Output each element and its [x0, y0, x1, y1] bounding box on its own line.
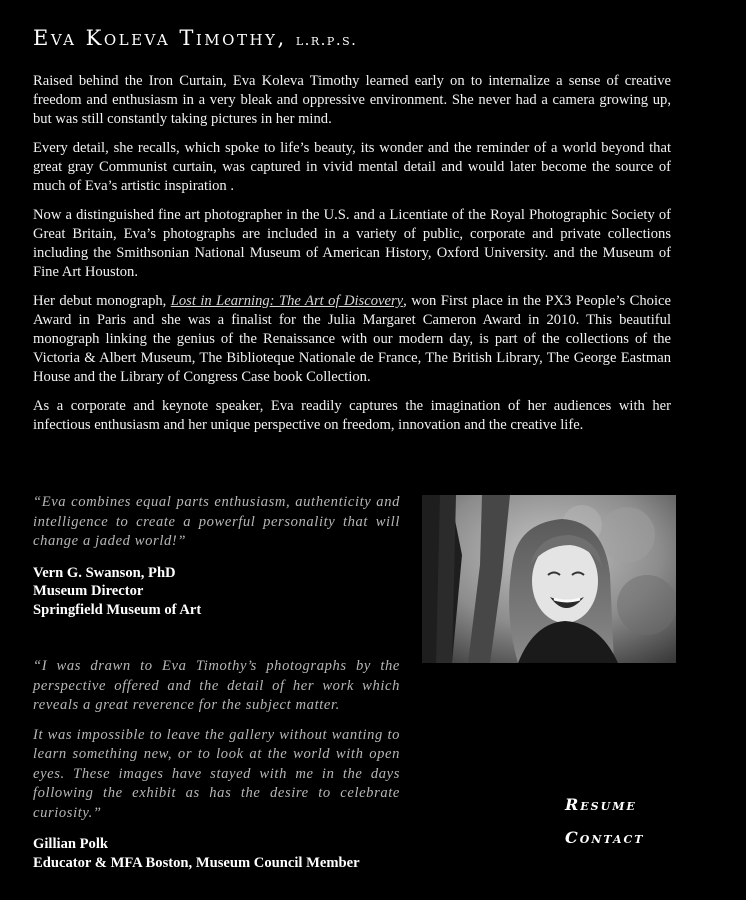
- testimonial-attribution: [33, 835, 400, 872]
- page-title: [33, 26, 357, 50]
- testimonial-quote: “Eva combines equal parts enthusiasm, authenticity and intelligence to create a powerful personality that will change a jaded world!”: [33, 494, 400, 549]
- testimonial-quote: It was impossible to leave the gallery without wanting to learn something new, or to look at the world with open eyes. These images have stayed with me in the days following the exhibit as has the desire to celebrate curiosity.”: [33, 726, 400, 821]
- attribution-line: Museum Director: [33, 583, 144, 599]
- monograph-link[interactable]: Lost in Learning: The Art of Discovery: [170, 293, 404, 309]
- testimonial-attribution: [33, 564, 400, 620]
- nav-resume-link[interactable]: Resume: [565, 795, 637, 814]
- nav-contact-link[interactable]: Contact: [565, 828, 645, 847]
- site-navigation: [565, 795, 644, 861]
- bio-paragraph: [33, 292, 671, 387]
- portrait-photo-illustration: [422, 495, 676, 663]
- bio-text: Her debut monograph,: [33, 293, 171, 309]
- bio-paragraph: As a corporate and keynote speaker, Eva readily captures the imagination of her audiences with her infectious enthusiasm and her unique perspective on freedom, innovation and the creative life.: [33, 398, 671, 433]
- bio-text: , won First place in the PX3 People’s Choice Award in Paris and she was a finalist for the Julia Margaret Cameron Award in 2010. This beautiful monograph linking the genius of the Renaissance with our modern day, is part of the collections of the Victoria & Albert Museum, The Biblioteque Nationale de France, The British Library, The George Eastman House and the Library of Congress Case book Collection.: [33, 293, 671, 385]
- testimonial-quote: “I was drawn to Eva Timothy’s photographs by the perspective offered and the detail of her work which reveals a great reverence for the subject matter.: [33, 658, 400, 713]
- testimonials: [33, 493, 400, 872]
- testimonial: [33, 657, 400, 872]
- attribution-line: Gillian Polk: [33, 836, 109, 852]
- attribution-line: Educator & MFA Boston, Museum Council Member: [33, 854, 360, 871]
- bio-paragraph: Raised behind the Iron Curtain, Eva Koleva Timothy learned early on to internalize a sense of creative freedom and enthusiasm in a very bleak and oppressive environment. She never had a camera growing up, but was still constantly taking pictures in her mind.: [33, 73, 671, 127]
- attribution-line: Springfield Museum of Art: [33, 601, 202, 618]
- artist-name: Eva Koleva Timothy,: [33, 26, 287, 50]
- attribution-line: Vern G. Swanson, PhD: [33, 564, 176, 581]
- bio-paragraph: Now a distinguished fine art photographer in the U.S. and a Licentiate of the Royal Photographic Society of Great Britain, Eva’s photographs are included in a variety of public, corporate and private collections including the Smithsonian National Museum of American History, Oxford University. and the Museum of Fine Art Houston.: [33, 207, 671, 280]
- portrait-photo: [422, 495, 676, 663]
- credential: l.r.p.s.: [295, 31, 358, 49]
- bio-paragraph: Every detail, she recalls, which spoke to life’s beauty, its wonder and the reminder of a world beyond that great gray Communist curtain, was captured in vivid mental detail and would later become the source of much of Eva’s artistic inspiration .: [33, 140, 671, 194]
- testimonial: [33, 493, 400, 619]
- biography: [33, 72, 671, 445]
